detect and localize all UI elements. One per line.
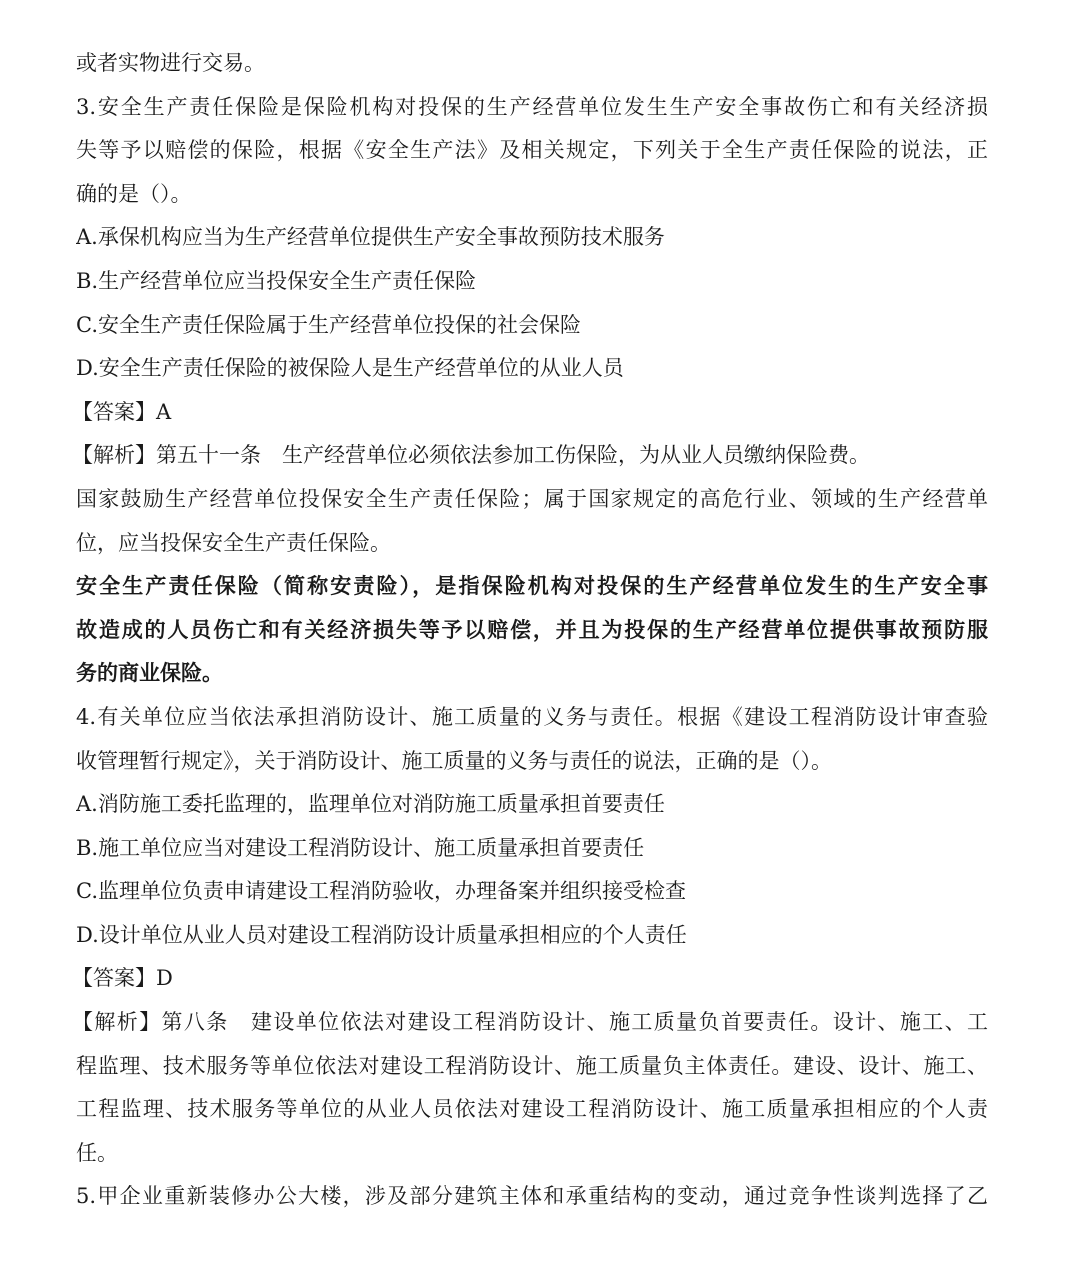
analysis-text: 【解析】第八条 建设单位依法对建设工程消防设计、施工质量负首要责任。设计、施工、工 <box>72 1010 988 1035</box>
option-c: C.安全生产责任保险属于生产经营单位投保的社会保险 <box>76 312 581 337</box>
option-c: C.监理单位负责申请建设工程消防验收，办理备案并组织接受检查 <box>76 879 686 904</box>
analysis-text: 程监理、技术服务等单位依法对建设工程消防设计、施工质量负主体责任。建设、设计、施工、 <box>76 1053 988 1078</box>
option-d: D.安全生产责任保险的被保险人是生产经营单位的从业人员 <box>76 356 624 381</box>
analysis-text: 任。 <box>76 1140 118 1165</box>
analysis-text: 工程监理、技术服务等单位的从业人员依法对建设工程消防设计、施工质量承担相应的个人责 <box>76 1097 988 1122</box>
option-d: D.设计单位从业人员对建设工程消防设计质量承担相应的个人责任 <box>76 922 687 947</box>
text-line: 或者实物进行交易。 <box>76 51 265 75</box>
answer-label: 【答案】A <box>72 399 172 424</box>
document-page <box>72 42 988 1219</box>
analysis-text: 【解析】第五十一条 生产经营单位必须依法参加工伤保险，为从业人员缴纳保险费。 <box>72 443 870 468</box>
question-3-stem: 确的是（）。 <box>76 181 192 206</box>
answer-label: 【答案】D <box>72 966 173 991</box>
option-a: A.消防施工委托监理的，监理单位对消防施工质量承担首要责任 <box>76 792 665 817</box>
bold-definition: 安全生产责任保险（简称安责险），是指保险机构对投保的生产经营单位发生的生产安全事 <box>76 574 988 599</box>
option-b: B.施工单位应当对建设工程消防设计、施工质量承担首要责任 <box>76 835 645 860</box>
bold-definition: 故造成的人员伤亡和有关经济损失等予以赔偿，并且为投保的生产经营单位提供事故预防服 <box>76 617 988 642</box>
question-3-stem: 3.安全生产责任保险是保险机构对投保的生产经营单位发生生产安全事故伤亡和有关经济损 <box>76 94 988 119</box>
analysis-text: 国家鼓励生产经营单位投保安全生产责任保险；属于国家规定的高危行业、领域的生产经营单 <box>76 486 988 511</box>
question-3-stem: 失等予以赔偿的保险，根据《安全生产法》及相关规定，下列关于全生产责任保险的说法，正 <box>76 138 988 163</box>
question-4-stem: 收管理暂行规定》，关于消防设计、施工质量的义务与责任的说法，正确的是（）。 <box>76 748 832 773</box>
option-a: A.承保机构应当为生产经营单位提供生产安全事故预防技术服务 <box>76 225 665 250</box>
question-4-stem: 4.有关单位应当依法承担消防设计、施工质量的义务与责任。根据《建设工程消防设计审查验 <box>76 704 988 729</box>
question-5-stem: 5.甲企业重新装修办公大楼，涉及部分建筑主体和承重结构的变动，通过竞争性谈判选择了乙 <box>76 1184 988 1209</box>
analysis-text: 位，应当投保安全生产责任保险。 <box>76 530 391 555</box>
bold-definition: 务的商业保险。 <box>76 661 223 686</box>
option-b: B.生产经营单位应当投保安全生产责任保险 <box>76 268 477 293</box>
